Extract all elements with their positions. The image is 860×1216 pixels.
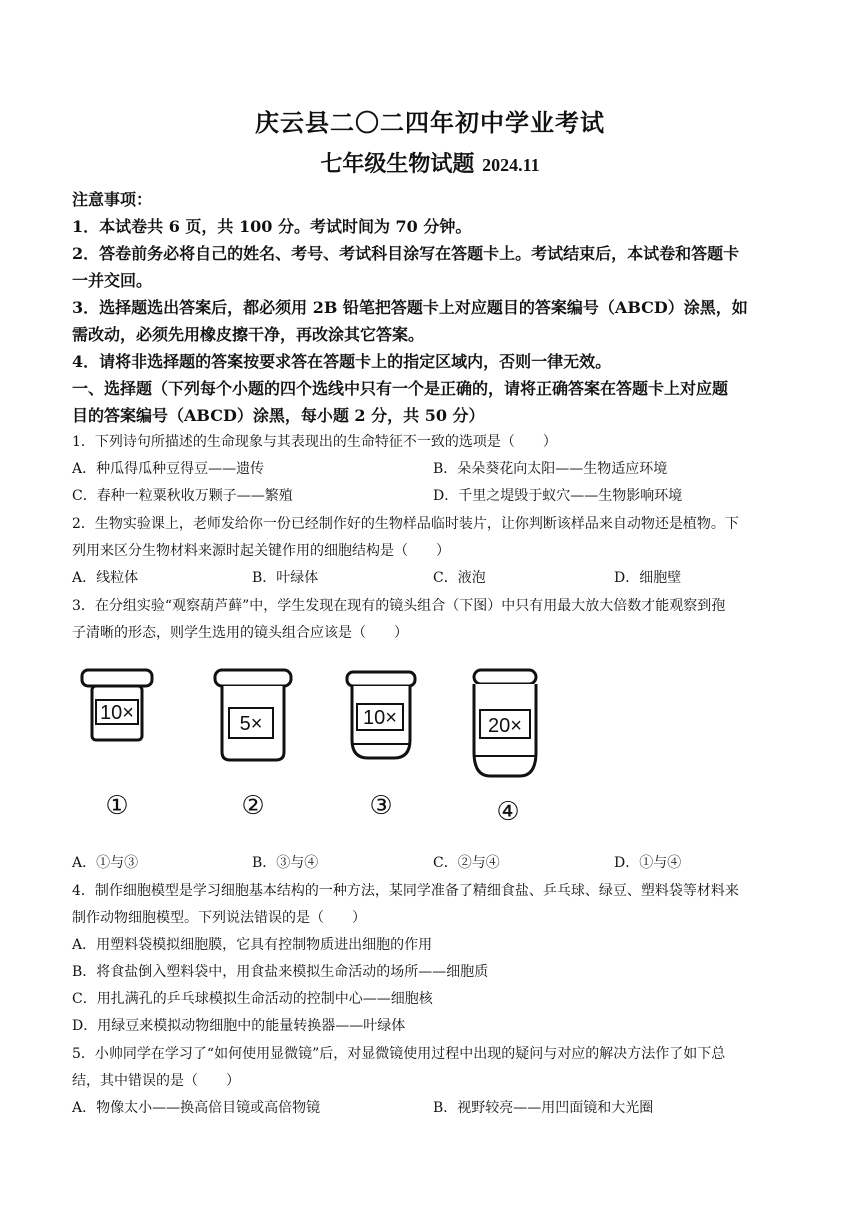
q4-option-a: A．用塑料袋模拟细胞膜，它具有控制物质进出细胞的作用 — [72, 937, 433, 953]
lens-3-number: ③ — [369, 791, 393, 821]
section-heading-cont: 目的答案编号（ABCD）涂黑，每小题 2 分，共 50 分） — [72, 406, 485, 425]
notice-item: 2．答卷前务必将自己的姓名、考号、考试科目涂写在答题卡上。考试结束后，本试卷和答题卡 — [72, 244, 740, 263]
subject-title: 七年级生物试题 — [320, 151, 475, 177]
question-4-stem-cont: 制作动物细胞模型。下列说法错误的是（ ） — [72, 910, 366, 926]
q1-option-d: D．千里之堤毁于蚁穴——生物影响环境 — [433, 488, 683, 504]
notice-item: 3．选择题选出答案后，都必须用 2B 铅笔把答题卡上对应题目的答案编号（ABCD）涂黑，如 — [72, 298, 748, 317]
question-3-stem: 3．在分组实验“观察葫芦藓”中，学生发现在现有的镜头组合（下图）中只有用最大放大倍数才能观察到孢 — [72, 598, 726, 614]
question-5-stem-cont: 结，其中错误的是（ ） — [72, 1073, 240, 1089]
notice-item: 一并交回。 — [72, 271, 153, 290]
q1-option-a: A．种瓜得瓜种豆得豆——遗传 — [72, 461, 265, 477]
q4-option-c: C．用扎满孔的乒乓球模拟生命活动的控制中心——细胞核 — [72, 991, 433, 1007]
q2-option-c: C．液泡 — [433, 570, 486, 586]
exam-title: 庆云县二〇二四年初中学业考试 — [255, 108, 605, 137]
lens-3-mag: 10× — [363, 707, 397, 729]
question-2-stem-cont: 列用来区分生物材料来源时起关键作用的细胞结构是（ ） — [72, 543, 450, 559]
lens-1-number: ① — [105, 791, 129, 821]
q5-option-a: A．物像太小——换高倍目镜或高倍物镜 — [72, 1100, 321, 1116]
lens-2-number: ② — [241, 791, 265, 821]
lens-figure — [72, 652, 592, 837]
q3-option-b: B．③与④ — [252, 855, 319, 871]
exam-subtitle — [0, 147, 860, 178]
lens-2-mag: 5× — [239, 713, 263, 735]
question-2-stem: 2．生物实验课上，老师发给你一份已经制作好的生物样品临时装片，让你判断该样品来自动物还是植物。下 — [72, 516, 739, 532]
question-4-stem: 4．制作细胞模型是学习细胞基本结构的一种方法，某同学准备了精细食盐、乒乓球、绿豆、塑料袋等材料来 — [72, 883, 739, 899]
exam-date: 2024.11 — [482, 155, 540, 175]
notice-item: 4．请将非选择题的答案按要求答在答题卡上的指定区域内，否则一律无效。 — [72, 352, 612, 371]
q3-option-d: D．①与④ — [614, 855, 682, 871]
q2-option-a: A．线粒体 — [72, 570, 139, 586]
q2-option-b: B．叶绿体 — [252, 570, 319, 586]
q2-option-d: D．细胞壁 — [614, 570, 682, 586]
q1-option-c: C．春种一粒粟秋收万颗子——繁殖 — [72, 488, 293, 504]
question-5-stem: 5．小帅同学在学习了“如何使用显微镜”后，对显微镜使用过程中出现的疑问与对应的解决方法作了如下总 — [72, 1046, 726, 1062]
q5-option-b: B．视野较亮——用凹面镜和大光圈 — [433, 1100, 654, 1116]
q4-option-d: D．用绿豆来模拟动物细胞中的能量转换器——叶绿体 — [72, 1018, 406, 1034]
q3-option-c: C．②与④ — [433, 855, 500, 871]
notice-item: 1．本试卷共 6 页，共 100 分。考试时间为 70 分钟。 — [72, 217, 472, 236]
notice-item: 需改动，必须先用橡皮擦干净，再改涂其它答案。 — [72, 325, 425, 344]
question-3-stem-cont: 子清晰的形态，则学生选用的镜头组合应该是（ ） — [72, 625, 408, 641]
lens-4-number: ④ — [496, 797, 520, 827]
question-1-stem: 1．下列诗句所描述的生命现象与其表现出的生命特征不一致的选项是（ ） — [72, 434, 557, 450]
q4-option-b: B．将食盐倒入塑料袋中，用食盐来模拟生命活动的场所——细胞质 — [72, 964, 489, 980]
lens-1-mag: 10× — [100, 702, 134, 724]
q3-option-a: A．①与③ — [72, 855, 139, 871]
notice-heading: 注意事项： — [72, 190, 153, 209]
q1-option-b: B．朵朵葵花向太阳——生物适应环境 — [433, 461, 668, 477]
section-heading: 一、选择题（下列每个小题的四个选线中只有一个是正确的，请将正确答案在答题卡上对应题 — [72, 379, 729, 398]
lens-4-mag: 20× — [488, 715, 522, 737]
